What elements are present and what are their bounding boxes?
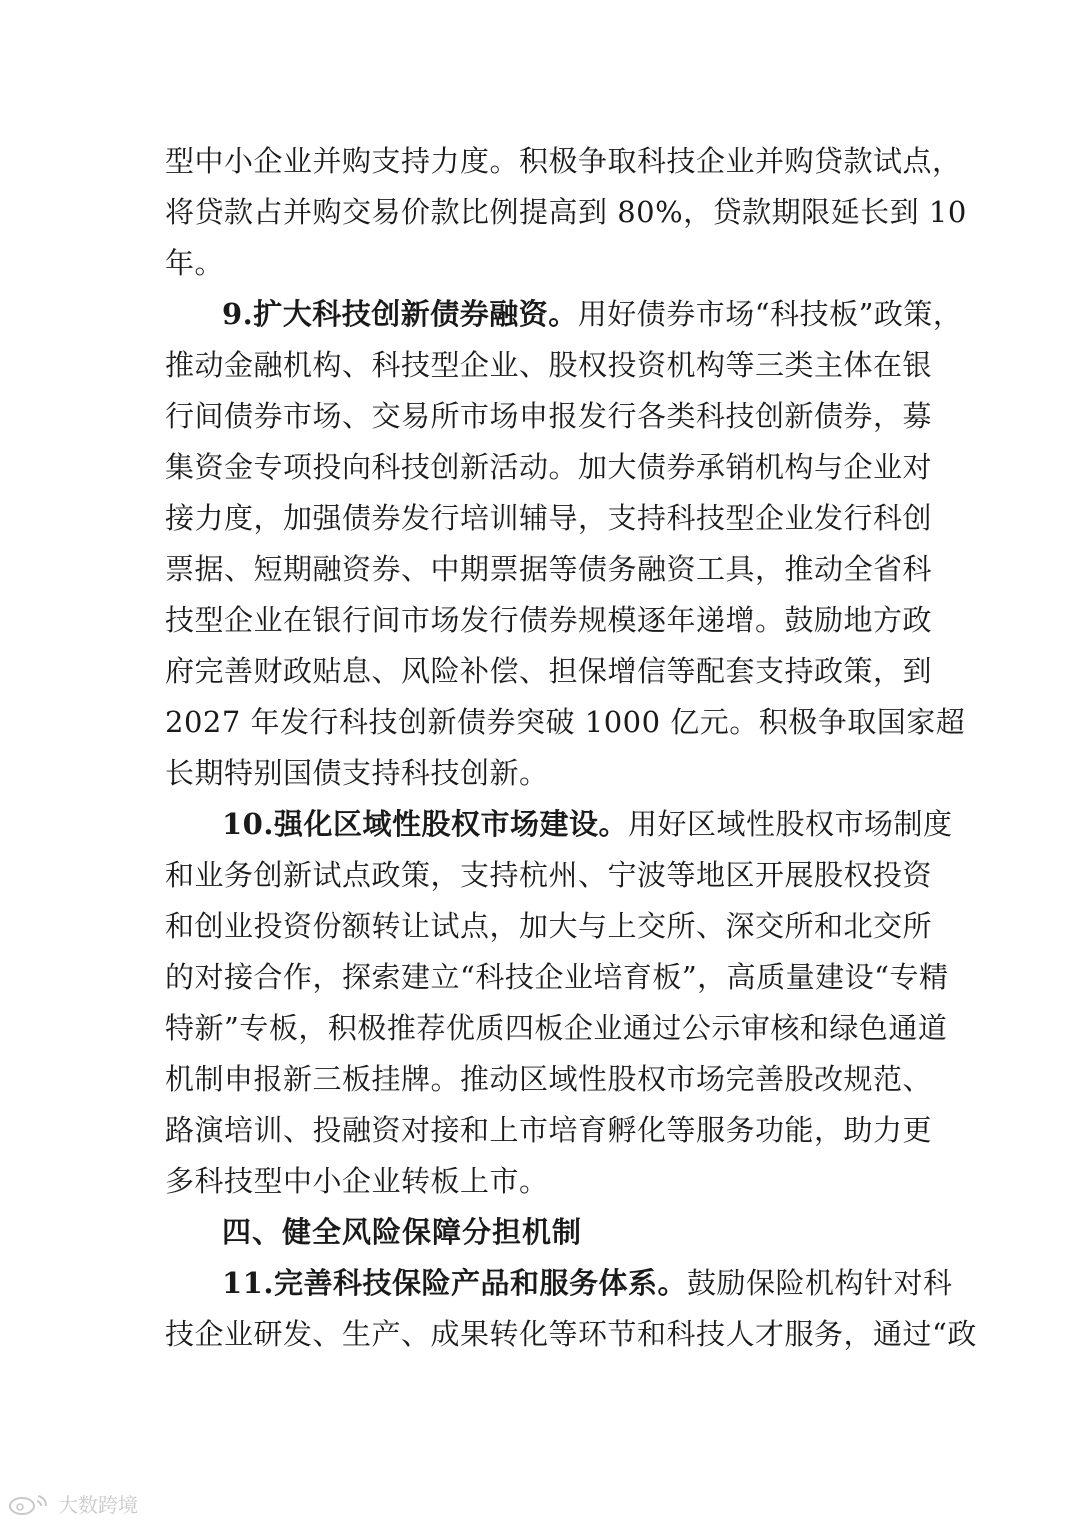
text-line-5: 推动金融机构、科技型企业、股权投资机构等三类主体在银: [165, 348, 933, 382]
item-9-line: 9.扩大科技创新债券融资。用好债券市场“科技板”政策，: [222, 297, 963, 331]
item-9-title: 9.扩大科技创新债券融资。: [222, 297, 578, 331]
text-line-21: 多科技型中小企业转板上市。: [165, 1164, 549, 1198]
text-line-24: 技企业研发、生产、成果转化等环节和科技人才服务，通过“政: [165, 1317, 977, 1351]
text-line-1: 型中小企业并购支持力度。积极争取科技企业并购贷款试点，: [165, 144, 962, 178]
text-line-7: 集资金专项投向科技创新活动。加大债券承销机构与企业对: [165, 450, 933, 484]
text-line-12: 2027 年发行科技创新债券突破 1000 亿元。积极争取国家超: [165, 705, 966, 739]
text-line-6: 行间债券市场、交易所市场申报发行各类科技创新债券，募: [165, 399, 933, 433]
text-line-9: 票据、短期融资券、中期票据等债务融资工具，推动全省科: [165, 552, 933, 586]
item-11-title: 11.完善科技保险产品和服务体系。: [222, 1266, 687, 1300]
section-heading: 四、健全风险保障分担机制: [222, 1215, 583, 1249]
text-line-10: 技型企业在银行间市场发行债券规模逐年递增。鼓励地方政: [165, 603, 933, 637]
text-line-19: 机制申报新三板挂牌。推动区域性股权市场完善股改规范、: [165, 1062, 933, 1096]
watermark: [8, 1488, 138, 1518]
watermark-text: 大数跨境: [58, 1492, 138, 1517]
weibo-logo-icon: [8, 1490, 52, 1516]
text-line-3: 年。: [165, 246, 225, 280]
text-line-8: 接力度，加强债券发行培训辅导，支持科技型企业发行科创: [165, 501, 933, 535]
text-line-20: 路演培训、投融资对接和上市培育孵化等服务功能，助力更: [165, 1113, 933, 1147]
text-line-2: 将贷款占并购交易价款比例提高到 80%，贷款期限延长到 10: [165, 195, 967, 229]
item-10-title: 10.强化区域性股权市场建设。: [222, 807, 628, 841]
text-line-11: 府完善财政贴息、风险补偿、担保增信等配套支持政策，到: [165, 654, 933, 688]
text-line-18: 特新”专板，积极推荐优质四板企业通过公示审核和绿色通道: [165, 1011, 948, 1045]
text-line-16: 和创业投资份额转让试点，加大与上交所、深交所和北交所: [165, 909, 933, 943]
text-line-15: 和业务创新试点政策，支持杭州、宁波等地区开展股权投资: [165, 858, 933, 892]
item-11-line: 11.完善科技保险产品和服务体系。鼓励保险机构针对科: [222, 1266, 953, 1300]
text-line-13: 长期特别国债支持科技创新。: [165, 756, 549, 790]
text-line-17: 的对接合作，探索建立“科技企业培育板”，高质量建设“专精: [165, 960, 949, 994]
item-10-line: 10.强化区域性股权市场建设。用好区域性股权市场制度: [222, 807, 953, 841]
